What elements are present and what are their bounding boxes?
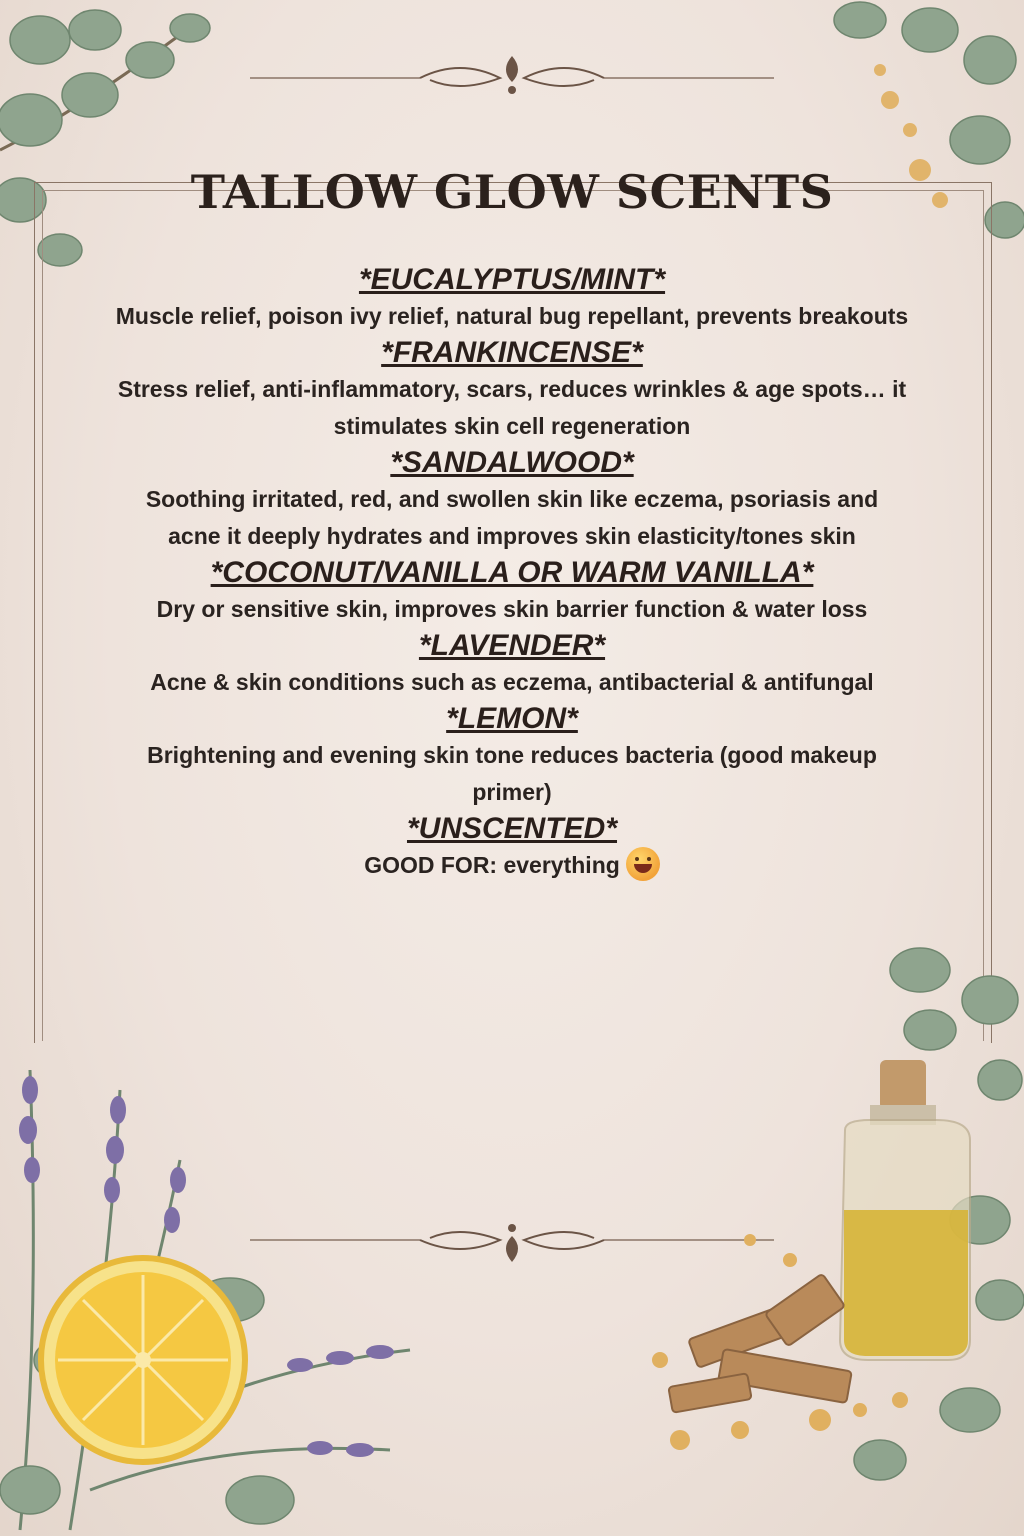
scent-description-unscented: GOOD FOR: everything (364, 852, 620, 878)
scent-name-eucalyptus: *EUCALYPTUS/MINT* (358, 263, 666, 296)
lavender-lemon-illustration (0, 1030, 430, 1536)
scent-name-lavender: *LAVENDER* (418, 629, 606, 662)
scent-list (70, 262, 954, 884)
flourish-ornament-icon (0, 48, 1024, 108)
scent-description-frankincense: Stress relief, anti-inflammatory, scars, reduces wrinkles & age spots… it stimulates skin cell regeneration (117, 376, 907, 439)
scent-name-lemon: *LEMON* (446, 702, 578, 735)
scent-name-frankincense: *FRANKINCENSE* (381, 336, 643, 369)
scent-description-lemon: Brightening and evening skin tone reduces bacteria (good makeup primer) (147, 742, 877, 805)
scent-description-unscented-line (102, 847, 922, 884)
scent-description-eucalyptus: Muscle relief, poison ivy relief, natural bug repellant, prevents breakouts (115, 303, 909, 329)
grinning-face-icon (626, 847, 660, 881)
oil-bottle-sandalwood-illustration (630, 940, 1024, 1536)
scent-description-lavender: Acne & skin conditions such as eczema, antibacterial & antifungal (150, 669, 874, 695)
scent-name-unscented: *UNSCENTED* (406, 812, 618, 845)
scent-description-coconut-vanilla: Dry or sensitive skin, improves skin barrier function & water loss (156, 596, 868, 622)
scent-name-coconut-vanilla: *COCONUT/VANILLA OR WARM VANILLA* (210, 556, 814, 589)
page-title: TALLOW GLOW SCENTS (190, 165, 834, 219)
scent-description-sandalwood: Soothing irritated, red, and swollen skin like eczema, psoriasis and acne it deeply hydrates and improves skin elasticity/tones skin (145, 486, 879, 549)
scent-name-sandalwood: *SANDALWOOD* (390, 446, 634, 479)
